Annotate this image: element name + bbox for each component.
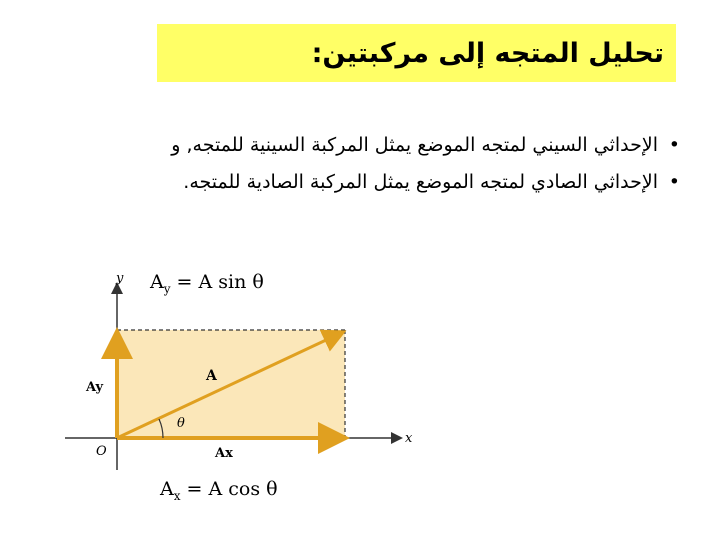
bullet-item-y-component [40,167,680,198]
equation-ay: $A_y = A$ sin θ [150,271,264,296]
bullet-text: الإحداثي الصادي لمتجه الموضع يمثل المركبة الصادية للمتجه. [183,171,658,193]
component-x-label: Ax [215,446,233,461]
bullet-marker: • [668,134,680,156]
origin-label: O [96,444,107,459]
bullet-list [40,130,680,204]
vector-diagram-svg [60,255,430,525]
component-y-label: Ay [86,380,104,395]
y-axis-label: y [116,271,124,286]
slide-title-banner [157,24,676,82]
angle-label: θ [177,416,185,431]
slide-title: تحليل المتجه إلى مركبتين: [311,37,664,69]
equation-ax: $A_x = A$ cos θ [160,478,278,503]
vector-diagram [60,255,430,525]
vector-a-label: A [206,368,217,384]
bullet-marker: • [668,171,680,193]
x-axis-label: x [405,431,413,446]
bullet-text: الإحداثي السيني لمتجه الموضع يمثل المركبة السينية للمتجه, و [171,134,658,156]
bullet-item-x-component [40,130,680,161]
